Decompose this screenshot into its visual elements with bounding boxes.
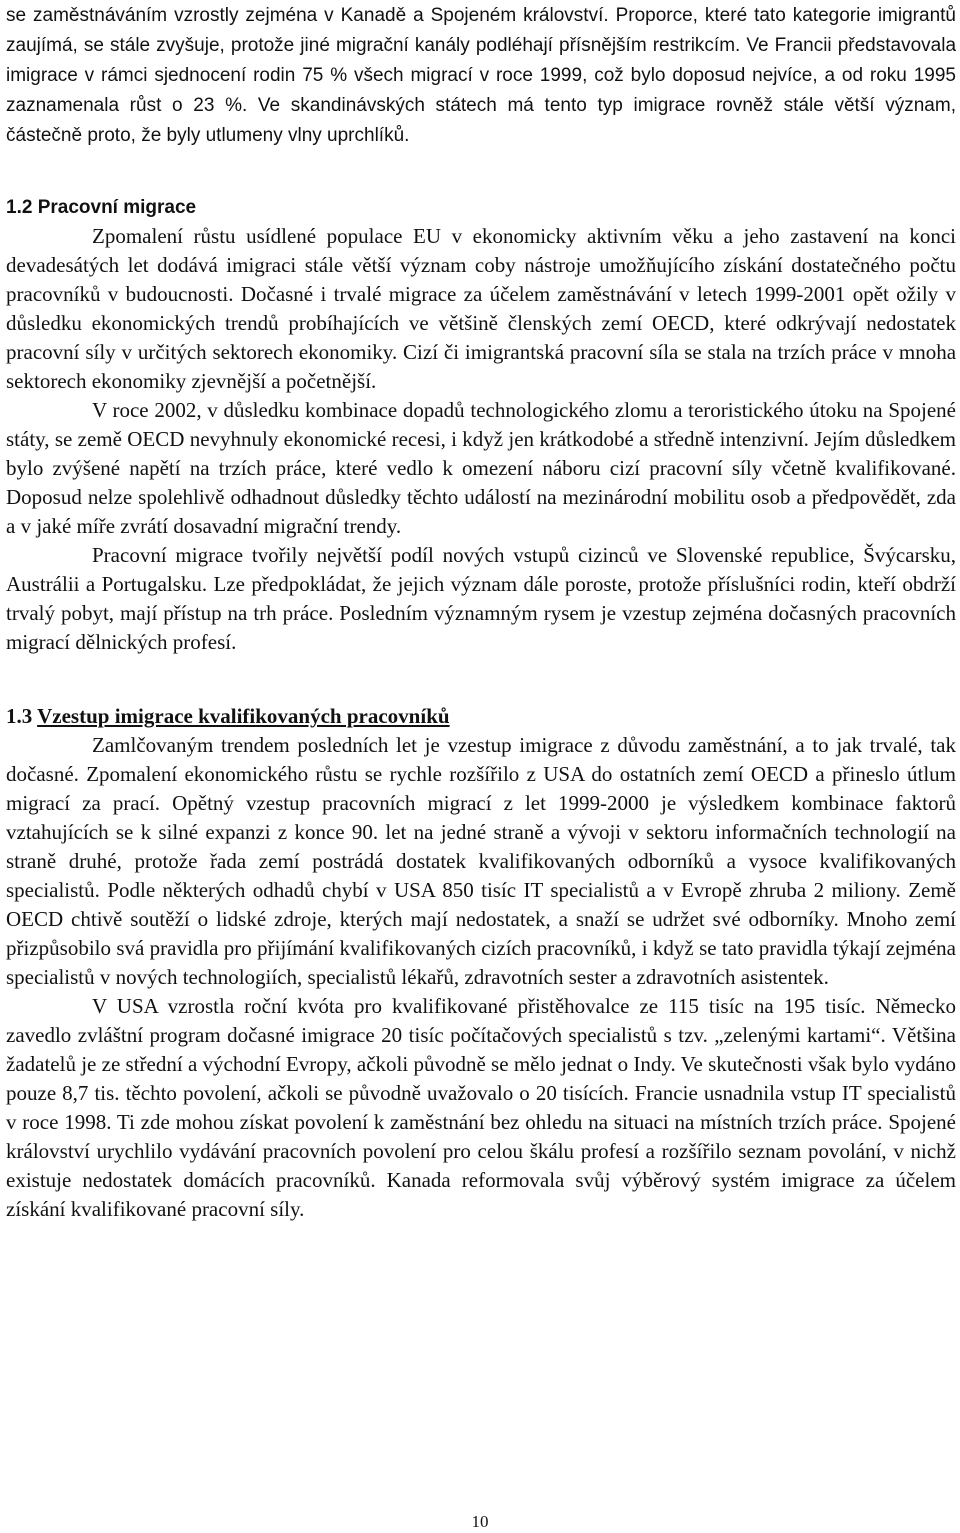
section-1-2-paragraph-2	[6, 396, 956, 541]
sentence: Ve skandinávských státech má tento typ imigrace rovněž stále větší význam, částečně proto, že byly utlumeny vlny uprchlíků.	[6, 95, 956, 146]
sentence: Dočasné i trvalé migrace za účelem zaměstnávání v letech 1999-2001 opět ožily v důsledku ekonomických trendů probíhajících ve většině členských zemí OECD, které odkrývají nedostatek pracovní síly v určitých sektorech ekonomiky.	[6, 282, 956, 364]
sentence: Ti zde mohou získat povolení k zaměstnání bez ohledu na situaci na místních trzích práce.	[116, 1110, 889, 1134]
section-1-2-paragraph-3	[6, 541, 956, 657]
sentence: Země OECD chtivě soutěží o lidské zdroje, kterých mají nedostatek, a snaží se udržet své odborníky.	[6, 878, 956, 931]
sentence: Spojené království urychlilo vydávání pracovních povolení pro celou škálu profesí a rozšířilo seznam povolání, v nichž existuje nedostatek domácích pracovníků.	[6, 1110, 956, 1192]
section-heading-1-3	[6, 702, 956, 731]
page-number: 10	[471, 1512, 489, 1531]
sentence: Podle některých odhadů chybí v USA 850 tisíc IT specialistů a v Evropě zhruba 2 miliony.	[107, 878, 909, 902]
heading-number: 1.3	[6, 704, 38, 728]
sentence: Cizí či imigrantská pracovní síla se stala na trzích práce v mnoha sektorech ekonomiky zjevnější a početnější.	[6, 340, 957, 393]
sentence: se zaměstnáváním vzrostly zejména v Kanadě a Spojeném království.	[6, 5, 616, 26]
sentence: Zamlčovaným trendem posledních let je vzestup imigrace z důvodu zaměstnání, a to jak trvalé, tak dočasné.	[6, 733, 956, 786]
sentence: Lze předpokládat, že jejich význam dále poroste, protože příslušníci rodin, kteří obdrží trvalý pobyt, mají přístup na trh práce.	[6, 572, 956, 625]
sentence: Posledním významným rysem je vzestup zejména dočasných pracovních migrací dělnických profesí.	[6, 601, 956, 654]
section-1-3-paragraph-2	[6, 992, 956, 1224]
sentence: V USA vzrostla roční kvóta pro kvalifikované přistěhovalce ze 115 tisíc na 195 tisíc.	[92, 994, 876, 1018]
sentence: Doposud nelze spolehlivě odhadnout důsledky těchto událostí na mezinárodní mobilitu osob a předpovědět, zda a v jaké míře zvrátí dosavadní migrační trendy.	[6, 485, 956, 538]
sentence: Kanada reformovala svůj výběrový systém imigrace za účelem získání kvalifikované pracovní síly.	[6, 1168, 956, 1221]
sentence: Německo zavedlo zvláštní program dočasné imigrace 20 tisíc počítačových specialistů s tzv. „zelenými kartami“.	[6, 994, 956, 1047]
sentence: Většina žadatelů je ze střední a východní Evropy, ačkoli původně se mělo jednat o Indy.	[6, 1023, 956, 1076]
sentence: Jejím důsledkem bylo zvýšené napětí na trzích práce, které vedlo k omezení náboru cizí pracovní síly včetně kvalifikované.	[6, 427, 957, 480]
sentence: Zpomalení růstu usídlené populace EU v ekonomicky aktivním věku a jeho zastavení na konci devadesátých let dodává imigraci stále větší význam coby nástroje umožňujícího získání dostatečného počtu pracovníků v budoucnosti.	[6, 224, 956, 306]
sentence: Proporce, které tato kategorie imigrantů zaujímá, se stále zvyšuje, protože jiné migrační kanály podléhají přísnějším restrikcím.	[6, 5, 956, 56]
section-1-3-paragraph-1	[6, 731, 956, 992]
sentence: V roce 2002, v důsledku kombinace dopadů technologického zlomu a teroristického útoku na Spojené státy, se země OECD nevyhnuly ekonomické recesi, i když jen krátkodobé a středně intenzivní.	[6, 398, 956, 451]
section-heading-1-2: 1.2 Pracovní migrace	[6, 197, 197, 218]
document-page	[6, 0, 956, 1224]
intro-paragraph	[6, 0, 956, 150]
sentence: Ve Francii představovala imigrace v rámci sjednocení rodin 75 % všech migrací v roce 1999, což bylo doposud nejvíce, a od roku 1995 zaznamenala růst o 23 %.	[6, 35, 957, 116]
sentence: Ve skutečnosti však bylo vydáno pouze 8,7 tis. těchto povolení, ačkoli se původně uvažovalo o 20 tisících.	[6, 1052, 957, 1105]
section-1-2-paragraph-1	[6, 222, 956, 396]
sentence: Opětný vzestup pracovních migrací z let 1999-2000 je výsledkem kombinace faktorů vztahujících se k silné expanzi z konce 90. let na jedné straně a vývoji v sektoru informačních technologií na straně druhé, protože řada zemí postrádá dostatek kvalifikovaných odborníků a vysoce kvalifikovaných specialistů.	[6, 791, 956, 902]
sentence: Mnoho zemí přizpůsobilo svá pravidla pro přijímání kvalifikovaných cizích pracovníků, i když se tato pravidla týkají zejména specialistů v nových technologiích, specialistů lékařů, zdravotních sester a zdravotních asistentek.	[6, 907, 957, 989]
sentence: Francie usnadnila vstup IT specialistů v roce 1998.	[6, 1081, 957, 1134]
sentence: Pracovní migrace tvořily největší podíl nových vstupů cizinců ve Slovenské republice, Švýcarsku, Austrálii a Portugalsku.	[6, 543, 956, 596]
sentence: Zpomalení ekonomického růstu se rychle rozšířilo z USA do ostatních zemí OECD a přineslo útlum migrací za prací.	[6, 762, 956, 815]
heading-text: Vzestup imigrace kvalifikovaných pracovníků	[37, 704, 450, 728]
